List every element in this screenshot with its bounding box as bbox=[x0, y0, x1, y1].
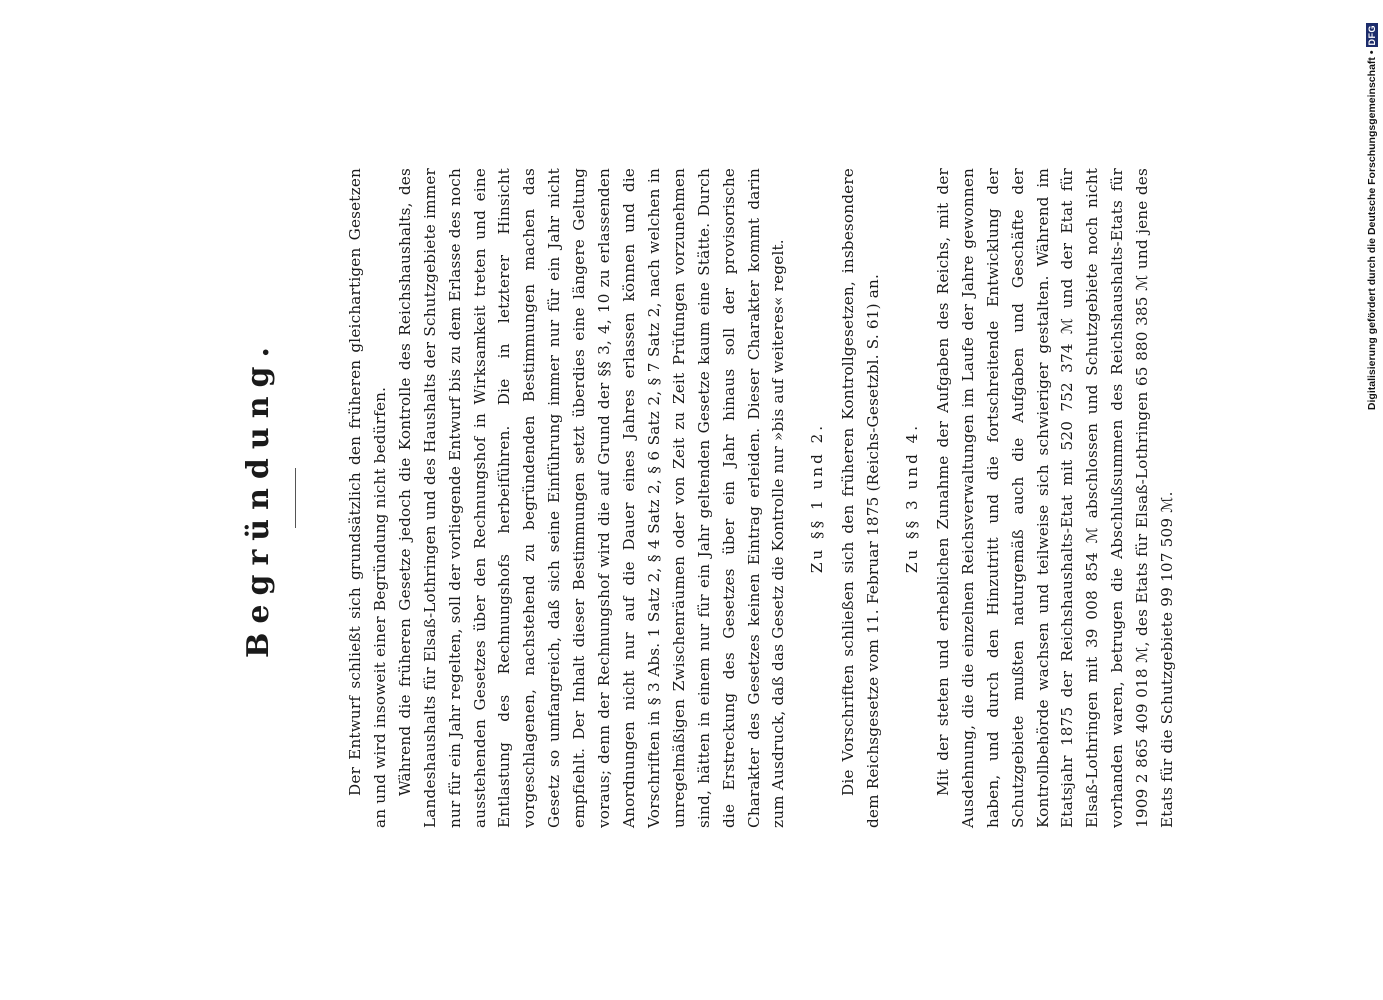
document-body bbox=[343, 168, 1180, 828]
body-paragraph: Während die früheren Gesetze jedoch die Kontrolle des Reichshaushalts, des Landeshaushalts für Elsaß-Lothringen und des Haushalts der Schutzgebiete immer nur für ein Jahr regelten, soll der vorliegende Entwurf bis zu dem Erlasse des noch ausstehenden Gesetzes über den Rechnungshof in Wirksamkeit treten und eine Entlastung des Rechnungshofs herbeiführen. Die in letzterer Hinsicht vorgeschlagenen, nachstehend zu begründenden Bestimmungen machen das Gesetz so umfangreich, daß sich seine Einführung immer nur für ein Jahr nicht empfiehlt. Der Inhalt dieser Bestimmungen setzt überdies eine längere Geltung voraus; denn der Rechnungshof wird die auf Grund der §§ 3, 4, 10 zu erlassenden Anordnungen nicht nur auf die Dauer eines Jahres erlassen können und die Vorschriften in § 3 Abs. 1 Satz 2, § 4 Satz 2, § 6 Satz 2, § 7 Satz 2, nach welchen in unregelmäßigen Zwischenräumen oder von Zeit zu Zeit Prüfungen vorzunehmen sind, hätten in einem nur für ein Jahr geltenden Gesetze kaum eine Stätte. Durch die Erstreckung des Gesetzes über ein Jahr hinaus soll der provisorische Charakter des Gesetzes keinen Eintrag erleiden. Dieser Charakter kommt darin zum Ausdruck, daß das Gesetz die Kontrolle nur »bis auf weiteres« regelt. bbox=[395, 168, 788, 828]
title-divider bbox=[295, 468, 296, 528]
body-paragraph: Die Vorschriften schließen sich den früheren Kontrollgesetzen, insbesondere dem Reichsgesetze vom 11. Februar 1875 (Reichs-Gesetzbl. S. 61) an. bbox=[839, 168, 883, 828]
rotated-text-block bbox=[215, 168, 1177, 828]
section-heading: Zu §§ 1 und 2. bbox=[808, 422, 827, 574]
digitization-credit bbox=[1363, 5, 1381, 995]
body-paragraph: Mit der steten und erheblichen Zunahme der Aufgaben des Reichs, mit der Ausdehnung, die die einzelnen Reichsverwaltungen im Laufe der Jahre gewonnen haben, und durch den Hinzutritt und die fortschreitende Entwicklung der Schutzgebiete mußten naturgemäß auch die Aufgaben und Geschäfte der Kontrollbehörde wachsen und teilweise sich schwieriger gestalten. Während im Etatsjahr 1875 der Reichshaushalts-Etat mit 520 752 374 ℳ und der Etat für Elsaß-Lothringen mit 39 008 854 ℳ abschlossen und Schutzgebiete noch nicht vorhanden waren, betrugen die Abschlußsummen des Reichshaushalts-Etats für 1909 2 865 409 018 ℳ, des Etats für Elsaß-Lothringen 65 880 385 ℳ und jene des Etats für die Schutzgebiete 99 107 509 ℳ. bbox=[933, 168, 1177, 828]
credit-text: Digitalisierung gefördert durch die Deutsche Forschungsgemeinschaft • bbox=[1366, 50, 1378, 411]
dfg-logo: DFG bbox=[1367, 25, 1377, 46]
page-title: Begründung. bbox=[241, 338, 276, 658]
section-heading: Zu §§ 3 und 4. bbox=[903, 422, 922, 574]
body-paragraph: Der Entwurf schließt sich grundsätzlich den früheren gleichartigen Gesetzen an und wird insoweit einer Begründung nicht bedürfen. bbox=[346, 168, 389, 828]
